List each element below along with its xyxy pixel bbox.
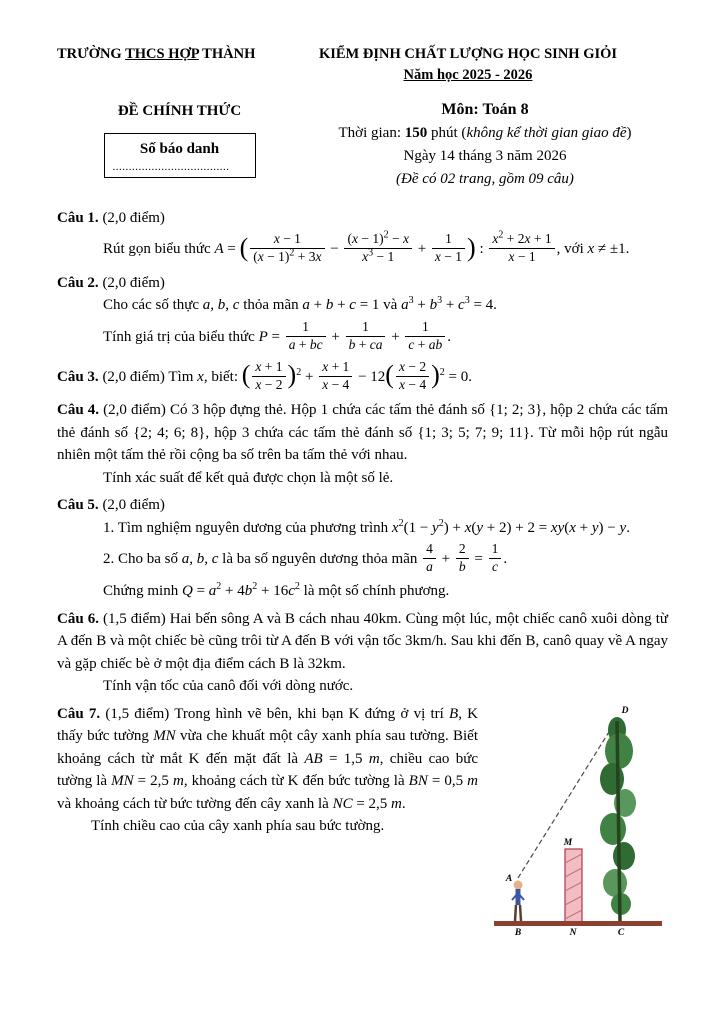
question-7 [57, 703, 668, 947]
question-2 [57, 272, 668, 355]
question-6-body: Câu 6. (1,5 điểm) Hai bến sông A và B cách nhau 40km. Cùng một lúc, một chiếc canô xuôi dòng từ A đến B và một chiếc bè cũng trôi từ A đến B với vận tốc 3km/h. Sau khi đến B, canô quay về A ngay và gặp chiếc bè ở một địa điểm cách B là 32km. [57, 610, 668, 672]
question-1 [57, 207, 668, 267]
question-2-line2: Tính giá trị của biểu thức P = $\frac{1}{a + bc}$ + $\frac{1}{b + ca}$ + $\frac{1}{c + ab}$ . [103, 318, 452, 352]
tree-foliage [613, 842, 635, 870]
question-4 [57, 399, 668, 489]
ground [494, 921, 662, 926]
question-3 [57, 360, 668, 395]
question-6 [57, 608, 668, 698]
question-2-line1: Cho các số thực a, b, c thỏa mãn a + b + c = 1 và $a^3 + b^3 + c^3 = 4$. [103, 295, 497, 314]
candidate-number-label: Số báo danh [139, 140, 220, 157]
question-5-head: Câu 5. (2,0 điểm) [57, 497, 165, 514]
question-3-body: Câu 3. (2,0 điểm) Tìm x, biết: ( $\frac{x + 1}{x - 2}$ )$^2$ + $\frac{x + 1}{x - 4}$ − 12( $\frac{x - 2}{x - 4}$ )$^2$ = 0. [57, 358, 472, 392]
figure-label-A: A [505, 873, 513, 884]
person [512, 880, 524, 921]
exam-title: KIỂM ĐỊNH CHẤT LƯỢNG HỌC SINH GIỎI [318, 46, 618, 62]
question-5 [57, 494, 668, 602]
question-4-line2: Tính xác suất để kết quả được chọn là một số lẻ. [103, 469, 394, 486]
exam-date: Ngày 14 tháng 3 năm 2026 [403, 148, 567, 165]
wall [565, 849, 582, 922]
candidate-number-box [104, 133, 256, 179]
question-7-body: Câu 7. (1,5 điểm) Trong hình vẽ bên, khi bạn K đứng ở vị trí B, K thấy bức tường MN vừa che khuất một cây xanh phía sau tường. Biết khoảng cách từ mắt K đến mặt đất là AB = 1,5 m, chiều cao bức tường là MN = 2,5 m, khoảng cách từ K đến bức tường là BN = 0,5 m và khoảng cách từ bức tường đến cây xanh là NC = 2,5 m. [57, 705, 478, 812]
question-4-body: Câu 4. (2,0 điểm) Có 3 hộp đựng thẻ. Hộp 1 chứa các tấm thẻ đánh số {1; 2; 3}, hộp 2 chứa các tấm thẻ đánh số {2; 4; 6; 8}, hộp 3 chứa các tấm thẻ đánh số {1; 3; 5; 7; 9; 11}. Từ mỗi hộp rút ngẫu nhiên một tấm thẻ rồi cộng ba số trên ba tấm thẻ với nhau. [57, 402, 668, 464]
question-1-body: Rút gọn biểu thức A = ( $\frac{x - 1}{(x - 1)^2 + 3x}$ − $\frac{(x - 1)^2 - x}{x^3 - 1}$ + $\frac{1}{x - 1}$ ) : $\frac{x^2 + 2x + 1}{x - 1}$ , với x ≠ ±1. [103, 229, 630, 265]
question-2-head: Câu 2. (2,0 điểm) [57, 274, 165, 291]
question-7-line2: Tính chiều cao của cây xanh phía sau bức tường. [91, 818, 385, 835]
figure-label-N: N [569, 927, 577, 938]
question-5-item3: Chứng minh $Q = a^2 + 4b^2 + 16c^2$ là một số chính phương. [103, 581, 450, 600]
tree-wall-person-diagram [488, 699, 668, 939]
time-limit: Thời gian: 150 phút (không kể thời gian giao đề) [338, 125, 632, 142]
tree-foliage [600, 813, 626, 845]
tree-foliage [600, 763, 624, 795]
question-7-figure [488, 699, 668, 947]
tree-foliage [603, 869, 627, 897]
subject-title: Môn: Toán 8 [441, 101, 529, 119]
question-5-item1: 1. Tìm nghiệm nguyên dương của phương trình $x^2(1 - y^2) + x(y + 2) + 2 = xy(x + y) - y$. [103, 517, 630, 536]
question-6-line2: Tính vận tốc của canô đối với dòng nước. [103, 678, 354, 695]
school-year: Năm học 2025 - 2026 [403, 67, 533, 84]
question-5-item2: 2. Cho ba số a, b, c là ba số nguyên dương thỏa mãn $\frac{4}{a}$ + $\frac{2}{b}$ = $\frac{1}{c}$ . [103, 541, 508, 575]
figure-label-M: M [563, 837, 573, 848]
figure-label-D: D [621, 705, 629, 716]
exam-type-label: ĐỀ CHÍNH THỨC [117, 103, 242, 120]
figure-label-C: C [617, 927, 625, 938]
exam-body [57, 207, 668, 947]
figure-label-B: B [514, 927, 522, 938]
page-count-note: (Đề có 02 trang, gồm 09 câu) [396, 170, 574, 187]
school-name: TRƯỜNG THCS HỢP THÀNH [57, 46, 256, 62]
exam-header [57, 44, 668, 191]
question-1-head: Câu 1. (2,0 điểm) [57, 209, 165, 226]
candidate-number-dots: .................................... [112, 161, 230, 174]
